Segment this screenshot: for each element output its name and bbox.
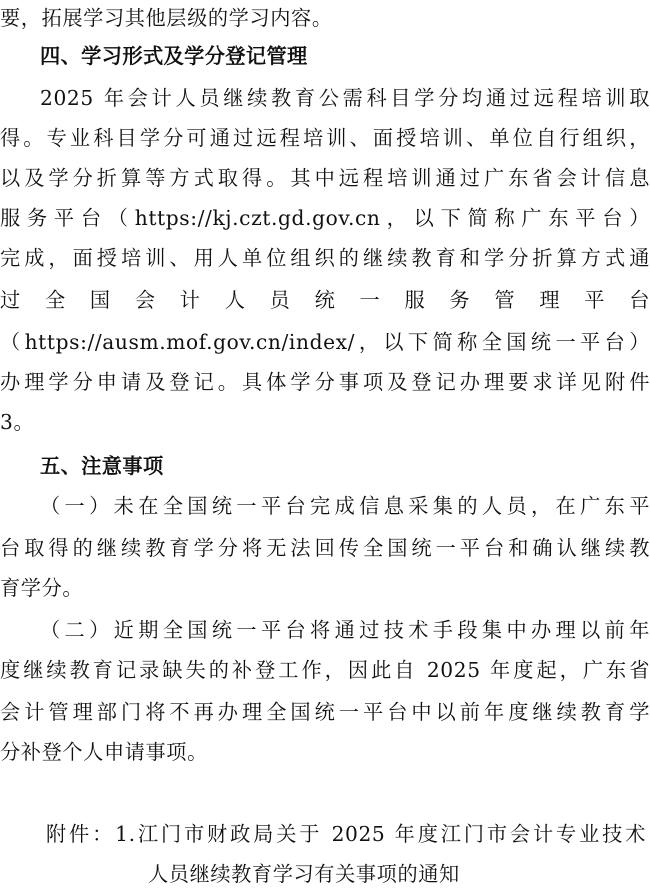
paragraph-line: 办理学分申请及登记。具体学分事项及登记办理要求详见附件 bbox=[0, 370, 650, 394]
paragraph-line: 会计管理部门将不再办理全国统一平台中以前年度继续教育学 bbox=[0, 700, 650, 724]
paragraph-line-end: 3。 bbox=[0, 410, 35, 434]
paragraph-line: 过全国会计人员统一服务管理平台 bbox=[0, 288, 650, 312]
paragraph-line-continuation: 要，拓展学习其他层级的学习内容。 bbox=[0, 6, 333, 30]
paragraph-line: 得。专业科目学分可通过远程培训、面授培训、单位自行组织， bbox=[0, 126, 650, 150]
paragraph-line: 度继续教育记录缺失的补登工作，因此自 2025 年度起，广东省 bbox=[0, 658, 650, 682]
attachment-item-1: 附件：1.江门市财政局关于 2025 年度江门市会计专业技术 bbox=[46, 822, 646, 846]
paragraph-line-national-platform-url: （https://ausm.mof.gov.cn/index/，以下简称全国统一平台） bbox=[0, 330, 650, 354]
paragraph-line: 台取得的继续教育学分将无法回传全国统一平台和确认继续教 bbox=[0, 536, 650, 560]
section-heading-notes: 五、注意事项 bbox=[40, 454, 164, 478]
section-heading-learning-form: 四、学习形式及学分登记管理 bbox=[40, 44, 308, 68]
paragraph-line-guangdong-platform-url: 服务平台（https://kj.czt.gd.gov.cn，以下简称广东平台） bbox=[0, 206, 650, 230]
paragraph-line-end: 育学分。 bbox=[0, 576, 84, 600]
paragraph-line: 完成，面授培训、用人单位组织的继续教育和学分折算方式通 bbox=[0, 246, 650, 270]
paragraph-line-end: 分补登个人申请事项。 bbox=[0, 740, 208, 764]
paragraph-line: 以及学分折算等方式取得。其中远程培训通过广东省会计信息 bbox=[0, 166, 650, 190]
paragraph-line-note-1: （一）未在全国统一平台完成信息采集的人员，在广东平 bbox=[40, 494, 650, 518]
paragraph-line: 2025 年会计人员继续教育公需科目学分均通过远程培训取 bbox=[40, 86, 650, 110]
paragraph-line-note-2: （二）近期全国统一平台将通过技术手段集中办理以前年 bbox=[40, 618, 650, 642]
attachment-item-1-continuation: 人员继续教育学习有关事项的通知 bbox=[148, 862, 460, 886]
